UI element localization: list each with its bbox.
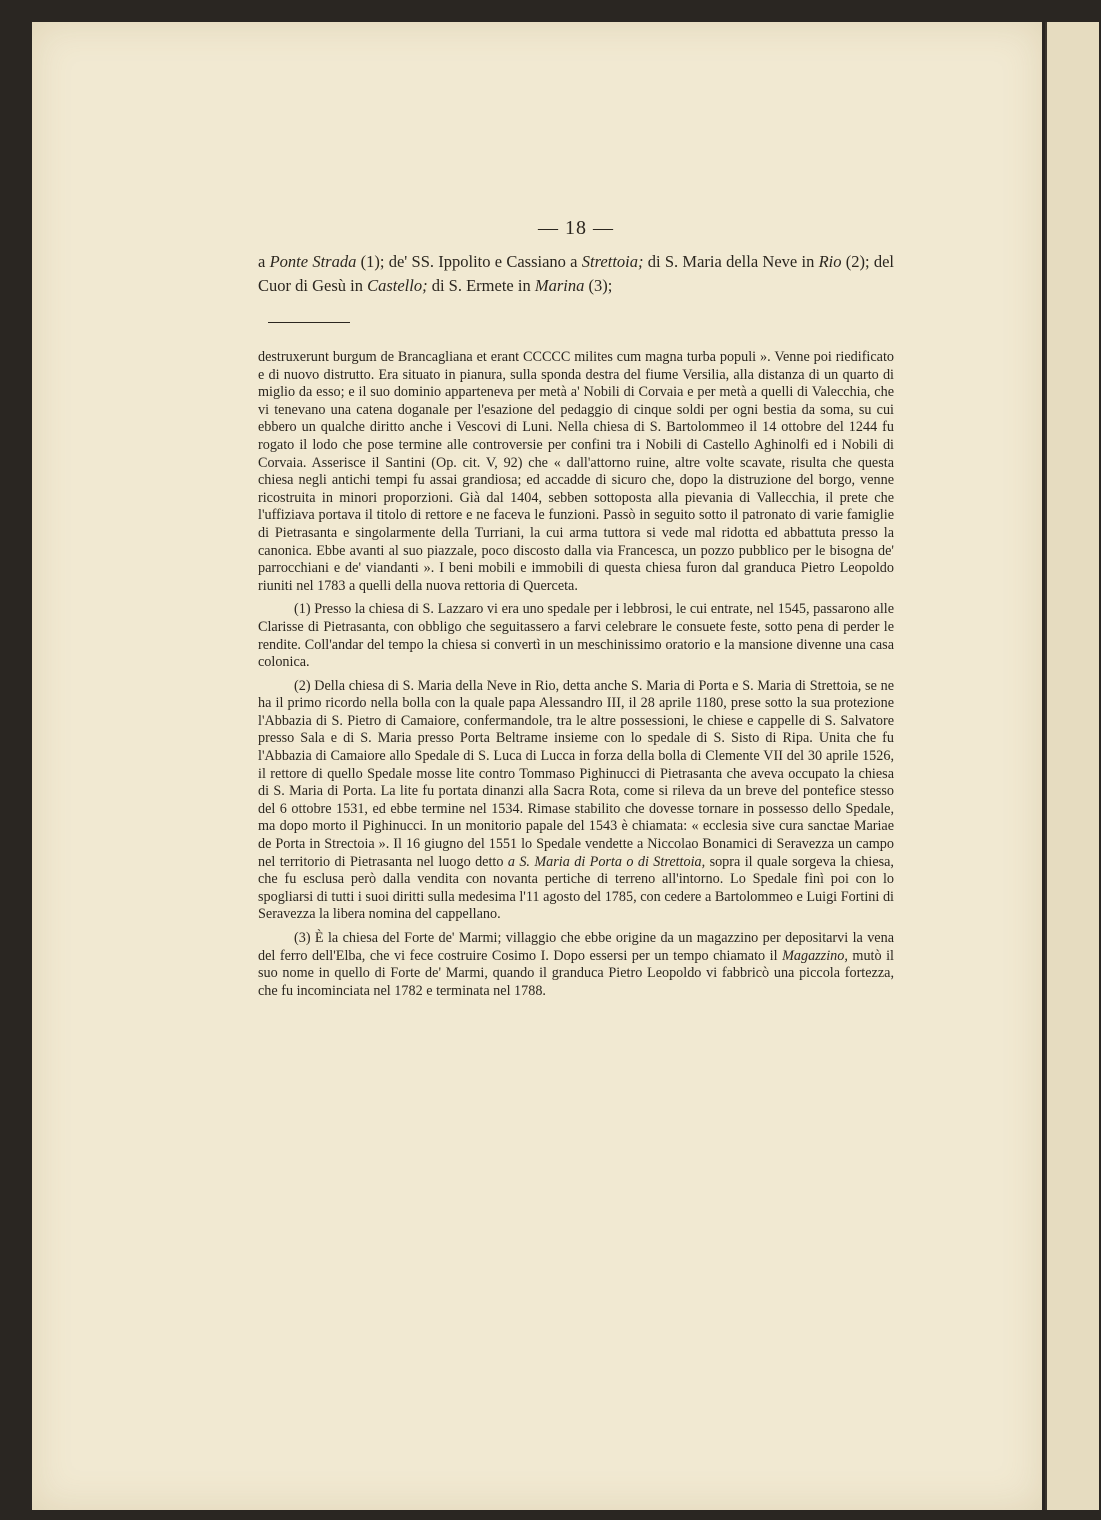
- footnote-separator: [268, 322, 350, 323]
- footnote-continuation: destruxerunt burgum de Brancagliana et erant CCCCC milites cum magna turba populi ». Venne poi riedificato e di nuovo distrutto. Era situato in pianura, sulla sponda destra del fiume Versilia, alla distanza di un quarto di miglio da esso; e il suo dominio apparteneva per metà a' Nobili di Corvaia e per metà a quelli di Valecchia, che vi tenevano una catena doganale per l'esazione del pedaggio di cinque soldi per ogni bestia da soma, su cui ebbero un qualche diritto anche i Vescovi di Luni. Nella chiesa di S. Bartolommeo il 14 ottobre del 1244 fu rogato il lodo che pose termine alle controversie per confini tra i Nobili di Castello Aghinolfi ed i Nobili di Corvaia. Asserisce il Santini (Op. cit. V, 92) che « dall'attorno ruine, altre volte scavate, risulta che questa chiesa negli antichi tempi fu assai grandiosa; ed accadde di sicuro che, dopo la distruzione del borgo, venne ricostruita in minori proporzioni. Già dal 1404, sebben sottoposta alla pievania di Vallecchia, il prete che l'uffiziava portava il titolo di rettore e ne faceva le funzioni. Passò in seguito sotto il patronato di varie famiglie di Pietrasanta e singolarmente della Turriani, la cui arma tuttora si vede mal ridotta ed abbattuta presso la canonica. Ebbe avanti al suo piazzale, poco discosto dalla via Francesca, un pozzo pubblico per le bisogna de' parrocchiani e de' viandanti ». I beni mobili e immobili di questa chiesa furon dal granduca Pietro Leopoldo riuniti nel 1783 a quelli della nuova rettoria di Querceta.: [258, 349, 894, 594]
- book-page: [32, 22, 1042, 1510]
- place-name: Marina: [534, 276, 585, 295]
- adjacent-page-edge: [1045, 22, 1099, 1510]
- place-name: Ponte Strada: [269, 252, 357, 271]
- footnote-1: (1) Presso la chiesa di S. Lazzaro vi era uno spedale per i lebbrosi, le cui entrate, nel 1545, passarono alle Clarisse di Pietrasanta, con obbligo che seguitassero a farvi celebrare le consuete feste, sotto pena di perder le rendite. Coll'andar del tempo la chiesa si convertì in un meschinissimo oratorio e la mansione divenne una casa colonica.: [258, 601, 894, 671]
- footnote-3: (3) È la chiesa del Forte de' Marmi; villaggio che ebbe origine da un magazzino per depositarvi la vena del ferro dell'Elba, che vi fece costruire Cosimo I. Dopo essersi per un tempo chiamato il Magazzino, mutò il suo nome in quello di Forte de' Marmi, quando il granduca Pietro Leopoldo vi fabbricò una piccola fortezza, che fu incominciata nel 1782 e terminata nel 1788.: [258, 930, 894, 999]
- footnote-2: (2) Della chiesa di S. Maria della Neve in Rio, detta anche S. Maria di Porta e S. Maria di Strettoia, se ne ha il primo ricordo nella bolla con la quale papa Alessandro III, il 28 aprile 1180, prese sotto la sua protezione l'Abbazia di S. Pietro di Camaiore, confermandole, tra le altre possessioni, le chiese e cappelle di S. Salvatore presso Sala e di S. Maria presso Porta Beltrame insieme con lo spedale di S. Sisto di Ripa. Unita che fu l'Abbazia di Camaiore allo Spedale di S. Luca di Lucca in forza della bolla di Clemente VII del 30 aprile 1526, il rettore di quello Spedale mosse lite contro Tommaso Pighinucci di Pietrasanta che aveva occupato la chiesa di S. Maria di Porta. La lite fu portata dinanzi alla Sacra Rota, come si rileva da un breve del pontefice stesso del 6 ottobre 1531, ed ebbe termine nel 1534. Rimase stabilito che dovesse tornare in possesso dello Spedale, ma dopo morto il Pighinucci. In un monitorio papale del 1543 è chiamata: « ecclesia sive cura sanctae Mariae de Porta in Strectoia ». Il 16 giugno del 1551 lo Spedale vendette a Niccolao Bonamici di Seravezza un campo nel territorio di Pietrasanta nel luogo detto a S. Maria di Porta o di Strettoia, sopra il quale sorgeva la chiesa, che fu esclusa però dalla vendita con novanta pertiche di terreno all'intorno. Lo Spedale finì poi con lo spogliarsi di tutti i suoi diritti sulla medesima l'11 agosto del 1785, con cedere a Bartolommeo e Luigi Fortini di Seravezza la libera nomina del cappellano.: [258, 677, 894, 923]
- page-number: — 18 —: [538, 217, 614, 239]
- page-content: [258, 217, 894, 1006]
- place-name: Castello;: [367, 276, 428, 295]
- place-name: Strettoia;: [581, 252, 644, 271]
- place-name: Rio: [818, 252, 842, 271]
- place-name: a S. Maria di Porta o di Strettoia,: [507, 853, 706, 870]
- place-name: Magazzino,: [782, 947, 848, 964]
- main-text: a Ponte Strada (1); de' SS. Ippolito e Cassiano a Strettoia; di S. Maria della Neve in Rio (2); del Cuor di Gesù in Castello; di S. Ermete in Marina (3);: [258, 252, 895, 295]
